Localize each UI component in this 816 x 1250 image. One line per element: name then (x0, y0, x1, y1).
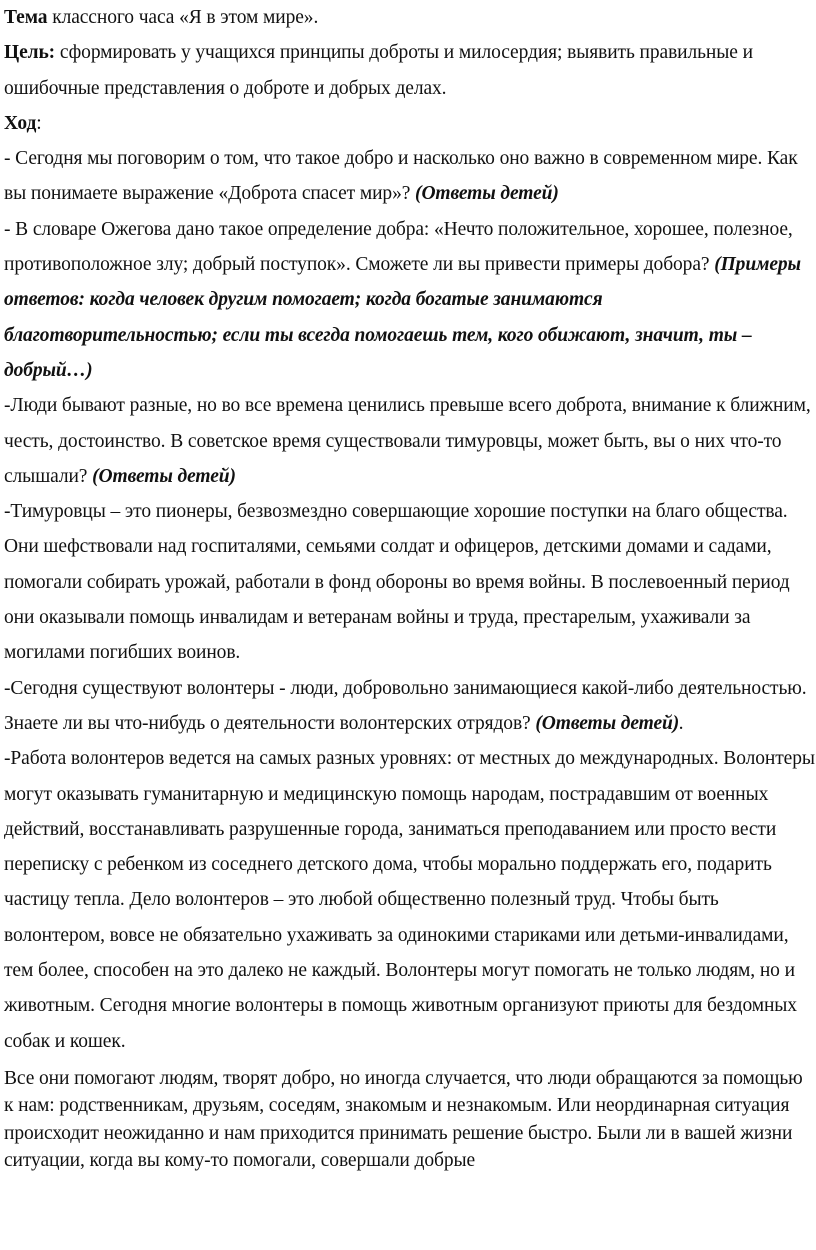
goal-paragraph (4, 35, 816, 106)
topic-text: классного часа «Я в этом мире». (47, 7, 319, 28)
paragraph-text: - Сегодня мы поговорим о том, что такое добро и насколько оно важно в современном мире. Как вы понимаете выражение «Доброта спасет мир»? (4, 148, 798, 205)
topic-line (4, 0, 816, 35)
paragraph-note: (Ответы детей) (535, 712, 680, 734)
course-heading (4, 106, 816, 141)
course-label: Ход (4, 112, 37, 134)
paragraph-note: (Примеры ответов: когда человек другим помогает; когда богатые занимаются благотворительностью; если ты всегда помогаешь тем, кого обижают, значит, ты – добрый…) (4, 254, 801, 381)
topic-label: Тема (4, 7, 48, 28)
document-page (4, 0, 816, 1175)
paragraph-text: -Люди бывают разные, но во все времена ценились превыше всего доброта, внимание к ближним, честь, достоинство. В советское время существовали тимуровцы, может быть, вы о них что-то слышали? (4, 395, 811, 487)
paragraph-volunteers (4, 671, 816, 742)
goal-text: сформировать у учащихся принципы доброты и милосердия; выявить правильные и ошибочные представления о доброте и добрых делах. (4, 42, 753, 99)
paragraph-note: (Ответы детей) (415, 183, 559, 205)
paragraph-note: (Ответы детей) (92, 465, 236, 487)
paragraph-intro (4, 141, 816, 212)
paragraph-text: - В словаре Ожегова дано такое определение добра: «Нечто положительное, хорошее, полезное, противоположное злу; добрый поступок». Сможете ли вы привести примеры добора? (4, 218, 793, 276)
paragraph-people (4, 388, 816, 494)
paragraph-ozhegov (4, 212, 816, 388)
paragraph-final: Все они помогают людям, творят добро, но иногда случается, что люди обращаются за помощью к нам: родственникам, друзьям, соседям, знакомым и незнакомым. Или неординарная ситуация происходит неожиданно и нам приходится принимать решение быстро. Были ли в вашей жизни ситуации, когда вы кому-то помогали, совершали добрые (4, 1067, 803, 1172)
paragraph-text: -Тимуровцы – это пионеры, безвозмездно совершающие хорошие поступки на благо общества. Они шефствовали над госпиталями, семьями солдат и офицеров, детскими домами и садами, помогали собирать урожай, работали в фонд обороны во время войны. В послевоенный период они оказывали помощь инвалидам и ветеранам войны и труда, престарелым, ухаживали за могилами погибших воинов. (4, 501, 790, 664)
paragraph-text: -Сегодня существуют волонтеры - люди, добровольно занимающиеся какой-либо деятельностью. Знаете ли вы что-нибудь о деятельности волонтерских отрядов? (4, 677, 807, 734)
paragraph-volunteer-work (4, 741, 816, 1059)
course-colon: : (36, 112, 42, 134)
goal-label: Цель: (4, 42, 56, 64)
paragraph-note-period: . (679, 712, 684, 734)
paragraph-timurovtsy (4, 494, 816, 670)
paragraph-text: -Работа волонтеров ведется на самых разных уровнях: от местных до международных. Волонтеры могут оказывать гуманитарную и медицинскую помощь народам, пострадавшим от военных действий, восстанавливать разрушенные города, заниматься преподаванием или просто вести переписку с ребенком из соседнего детского дома, чтобы морально поддержать его, подарить частицу тепла. Дело волонтеров – это любой общественно полезный труд. Чтобы быть волонтером, вовсе не обязательно ухаживать за одинокими стариками или детьми-инвалидами, тем более, способен на это далеко не каждый. Волонтеры могут помогать не только людям, но и животным. Сегодня многие волонтеры в помощь животным организуют приюты для бездомных собак и кошек. (4, 748, 815, 1052)
